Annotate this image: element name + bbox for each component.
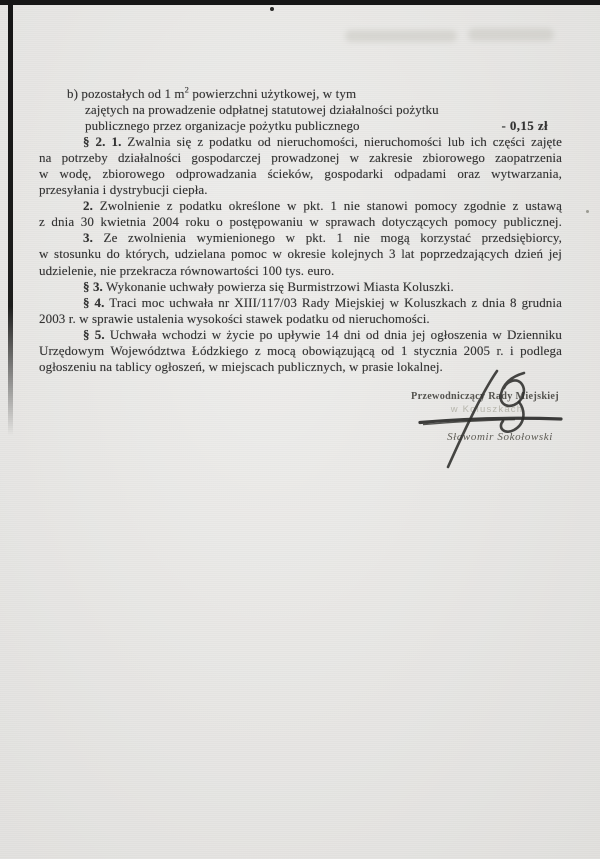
paragraph-mark: § 4. <box>83 294 105 310</box>
doc-line <box>39 198 562 214</box>
text-run: publicznego przez organizacje pożytku publicznego <box>85 118 360 134</box>
document-text-block <box>39 86 562 375</box>
doc-line: z dnia 30 kwietnia 2004 roku o postępowaniu w sprawach dotyczących pomocy publicznej. <box>39 214 562 230</box>
doc-line <box>39 230 562 246</box>
doc-line: przesyłania i dystrybucji ciepła. <box>39 182 208 198</box>
text-run: powierzchni użytkowej, w tym <box>189 86 357 101</box>
text-run: Uchwała wchodzi w życie po upływie 14 dni od dnia jej ogłoszenia w Dzienniku <box>104 326 563 342</box>
tax-rate-value: - 0,15 zł <box>501 118 548 134</box>
signature-block <box>393 366 578 476</box>
doc-line: Urzędowym Województwa Łódzkiego z mocą obowiązującą od 1 stycznia 2005 r. i podlega <box>39 342 562 358</box>
bleedthrough-mark <box>468 28 554 41</box>
scan-edge-top <box>0 0 600 5</box>
doc-line: 2003 r. w sprawie ustalenia wysokości stawek podatku od nieruchomości. <box>39 310 430 326</box>
doc-line <box>39 279 562 295</box>
text-run: b) pozostałych od 1 m <box>67 86 185 101</box>
stamp-chairman-title: Przewodniczący Rady Miejskiej <box>411 391 559 402</box>
bleedthrough-mark <box>345 30 457 42</box>
text-run: Ze zwolnienia wymienionego w pkt. 1 nie mogą korzystać przedsiębiorcy, <box>92 230 562 246</box>
item-number: 3. <box>83 230 93 246</box>
scan-edge-left <box>8 4 13 436</box>
scan-speck <box>586 210 589 213</box>
paragraph-mark: § 3. <box>83 278 103 294</box>
text-run: Wykonanie uchwały powierza się Burmistrzowi Miasta Koluszki. <box>102 278 454 294</box>
doc-line <box>39 134 562 150</box>
text-run: Zwolnienie z podatku określone w pkt. 1 nie stanowi pomocy zgodnie z ustawą <box>92 198 562 214</box>
doc-line: udzielenie, nie przekracza równowartości 100 tys. euro. <box>39 262 335 278</box>
doc-line: w stosunku do których, udzielana pomoc w okresie kolejnych 3 lat poprzedzających dzień jej <box>39 246 562 262</box>
doc-line <box>39 327 562 343</box>
item-number: 2. <box>83 198 93 214</box>
doc-line <box>85 118 562 134</box>
doc-line <box>67 86 562 102</box>
paragraph-mark: § 5. <box>83 326 105 342</box>
text-run: Zwalnia się z podatku od nieruchomości, nieruchomości lub ich części zajęte <box>121 134 562 150</box>
scan-speck <box>270 7 274 11</box>
superscript-2: 2 <box>184 84 189 95</box>
doc-line: zajętych na prowadzenie odpłatnej statutowej działalności pożytku <box>85 102 439 118</box>
signer-name: Sławomir Sokołowski <box>447 431 553 443</box>
doc-line: w wodę, zbiorowego odprowadzania ścieków, gospodarki odpadami oraz wytwarzania, <box>39 166 562 182</box>
doc-line: ogłoszeniu na tablicy ogłoszeń, w miejscach publicznych, w prasie lokalnej. <box>39 358 443 374</box>
paragraph-mark: § 2. 1. <box>83 134 122 150</box>
doc-line: na potrzeby działalności gospodarczej prowadzonej w zakresie zbiorowego zaopatrzenia <box>39 150 562 166</box>
doc-line <box>39 295 562 311</box>
text-run: Traci moc uchwała nr XIII/117/03 Rady Miejskiej w Koluszkach z dnia 8 grudnia <box>104 294 562 310</box>
stamp-location: w Koluszkach <box>450 404 524 415</box>
